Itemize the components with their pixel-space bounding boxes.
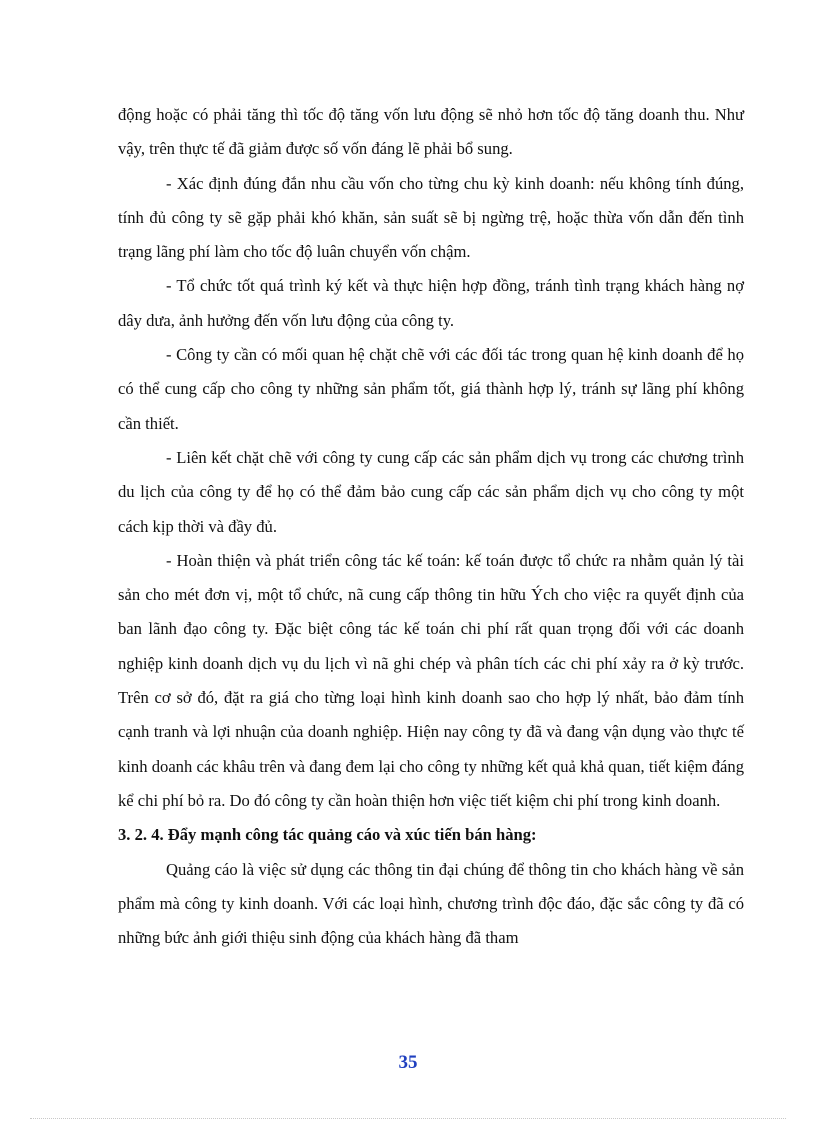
paragraph-continuation: động hoặc có phải tăng thì tốc độ tăng vốn lưu động sẽ nhỏ hơn tốc độ tăng doanh thu. Như vậy, trên thực tế đã giảm được số vốn đáng lẽ phải bổ sung. (118, 105, 744, 159)
page-body (118, 98, 744, 955)
paragraph-contracts: - Tổ chức tốt quá trình ký kết và thực hiện hợp đồng, tránh tình trạng khách hàng nợ dây dưa, ảnh hưởng đến vốn lưu động của công ty. (118, 276, 744, 330)
paragraph-capital-needs: - Xác định đúng đắn nhu cầu vốn cho từng chu kỳ kinh doanh: nếu không tính đúng, tính đủ công ty sẽ gặp phải khó khăn, sản suất sẽ bị ngừng trệ, hoặc thừa vốn dẫn đến tình trạng lãng phí làm cho tốc độ luân chuyển vốn chậm. (118, 173, 744, 262)
paragraph-accounting: - Hoàn thiện và phát triển công tác kế toán: kế toán được tổ chức ra nhằm quản lý tài sản cho mét đơn vị, một tổ chức, nã cung cấp thông tin hữu Ých cho việc ra quyết định của ban lãnh đạo công ty. Đặc biệt công tác kế toán chi phí rất quan trọng đối với các doanh nghiệp kinh doanh dịch vụ du lịch vì nã ghi chép và phân tích các chi phí xảy ra ở kỳ trước. Trên cơ sở đó, đặt ra giá cho từng loại hình kinh doanh sao cho hợp lý nhất, bảo đảm tính cạnh tranh và lợi nhuận của doanh nghiệp. Hiện nay công ty đã và đang vận dụng vào thực tế kinh doanh các khâu trên và đang đem lại cho công ty những kết quả khả quan, tiết kiệm đáng kể chi phí bỏ ra. Do đó công ty cần hoàn thiện hơn việc tiết kiệm chi phí trong kinh doanh. (118, 550, 744, 810)
paragraph-service-suppliers: - Liên kết chặt chẽ với công ty cung cấp các sản phẩm dịch vụ trong các chương trình du lịch của công ty để họ có thể đảm bảo cung cấp các sản phẩm dịch vụ cho công ty một cách kịp thời và đầy đủ. (118, 447, 744, 536)
paragraph-advertising: Quảng cáo là việc sử dụng các thông tin đại chúng để thông tin cho khách hàng về sản phẩm mà công ty kinh doanh. Với các loại hình, chương trình độc đáo, đặc sắc công ty đã có những bức ảnh giới thiệu sinh động của khách hàng đã tham (118, 859, 744, 948)
paragraph-partner-relations: - Công ty cần có mối quan hệ chặt chẽ với các đối tác trong quan hệ kinh doanh để họ có thể cung cấp cho công ty những sản phẩm tốt, giá thành hợp lý, tránh sự lãng phí không cần thiết. (118, 345, 744, 433)
section-heading: 3. 2. 4. Đẩy mạnh công tác quảng cáo và xúc tiến bán hàng: (118, 825, 537, 845)
footer-divider (30, 1118, 786, 1119)
page-number: 35 (398, 1052, 418, 1073)
